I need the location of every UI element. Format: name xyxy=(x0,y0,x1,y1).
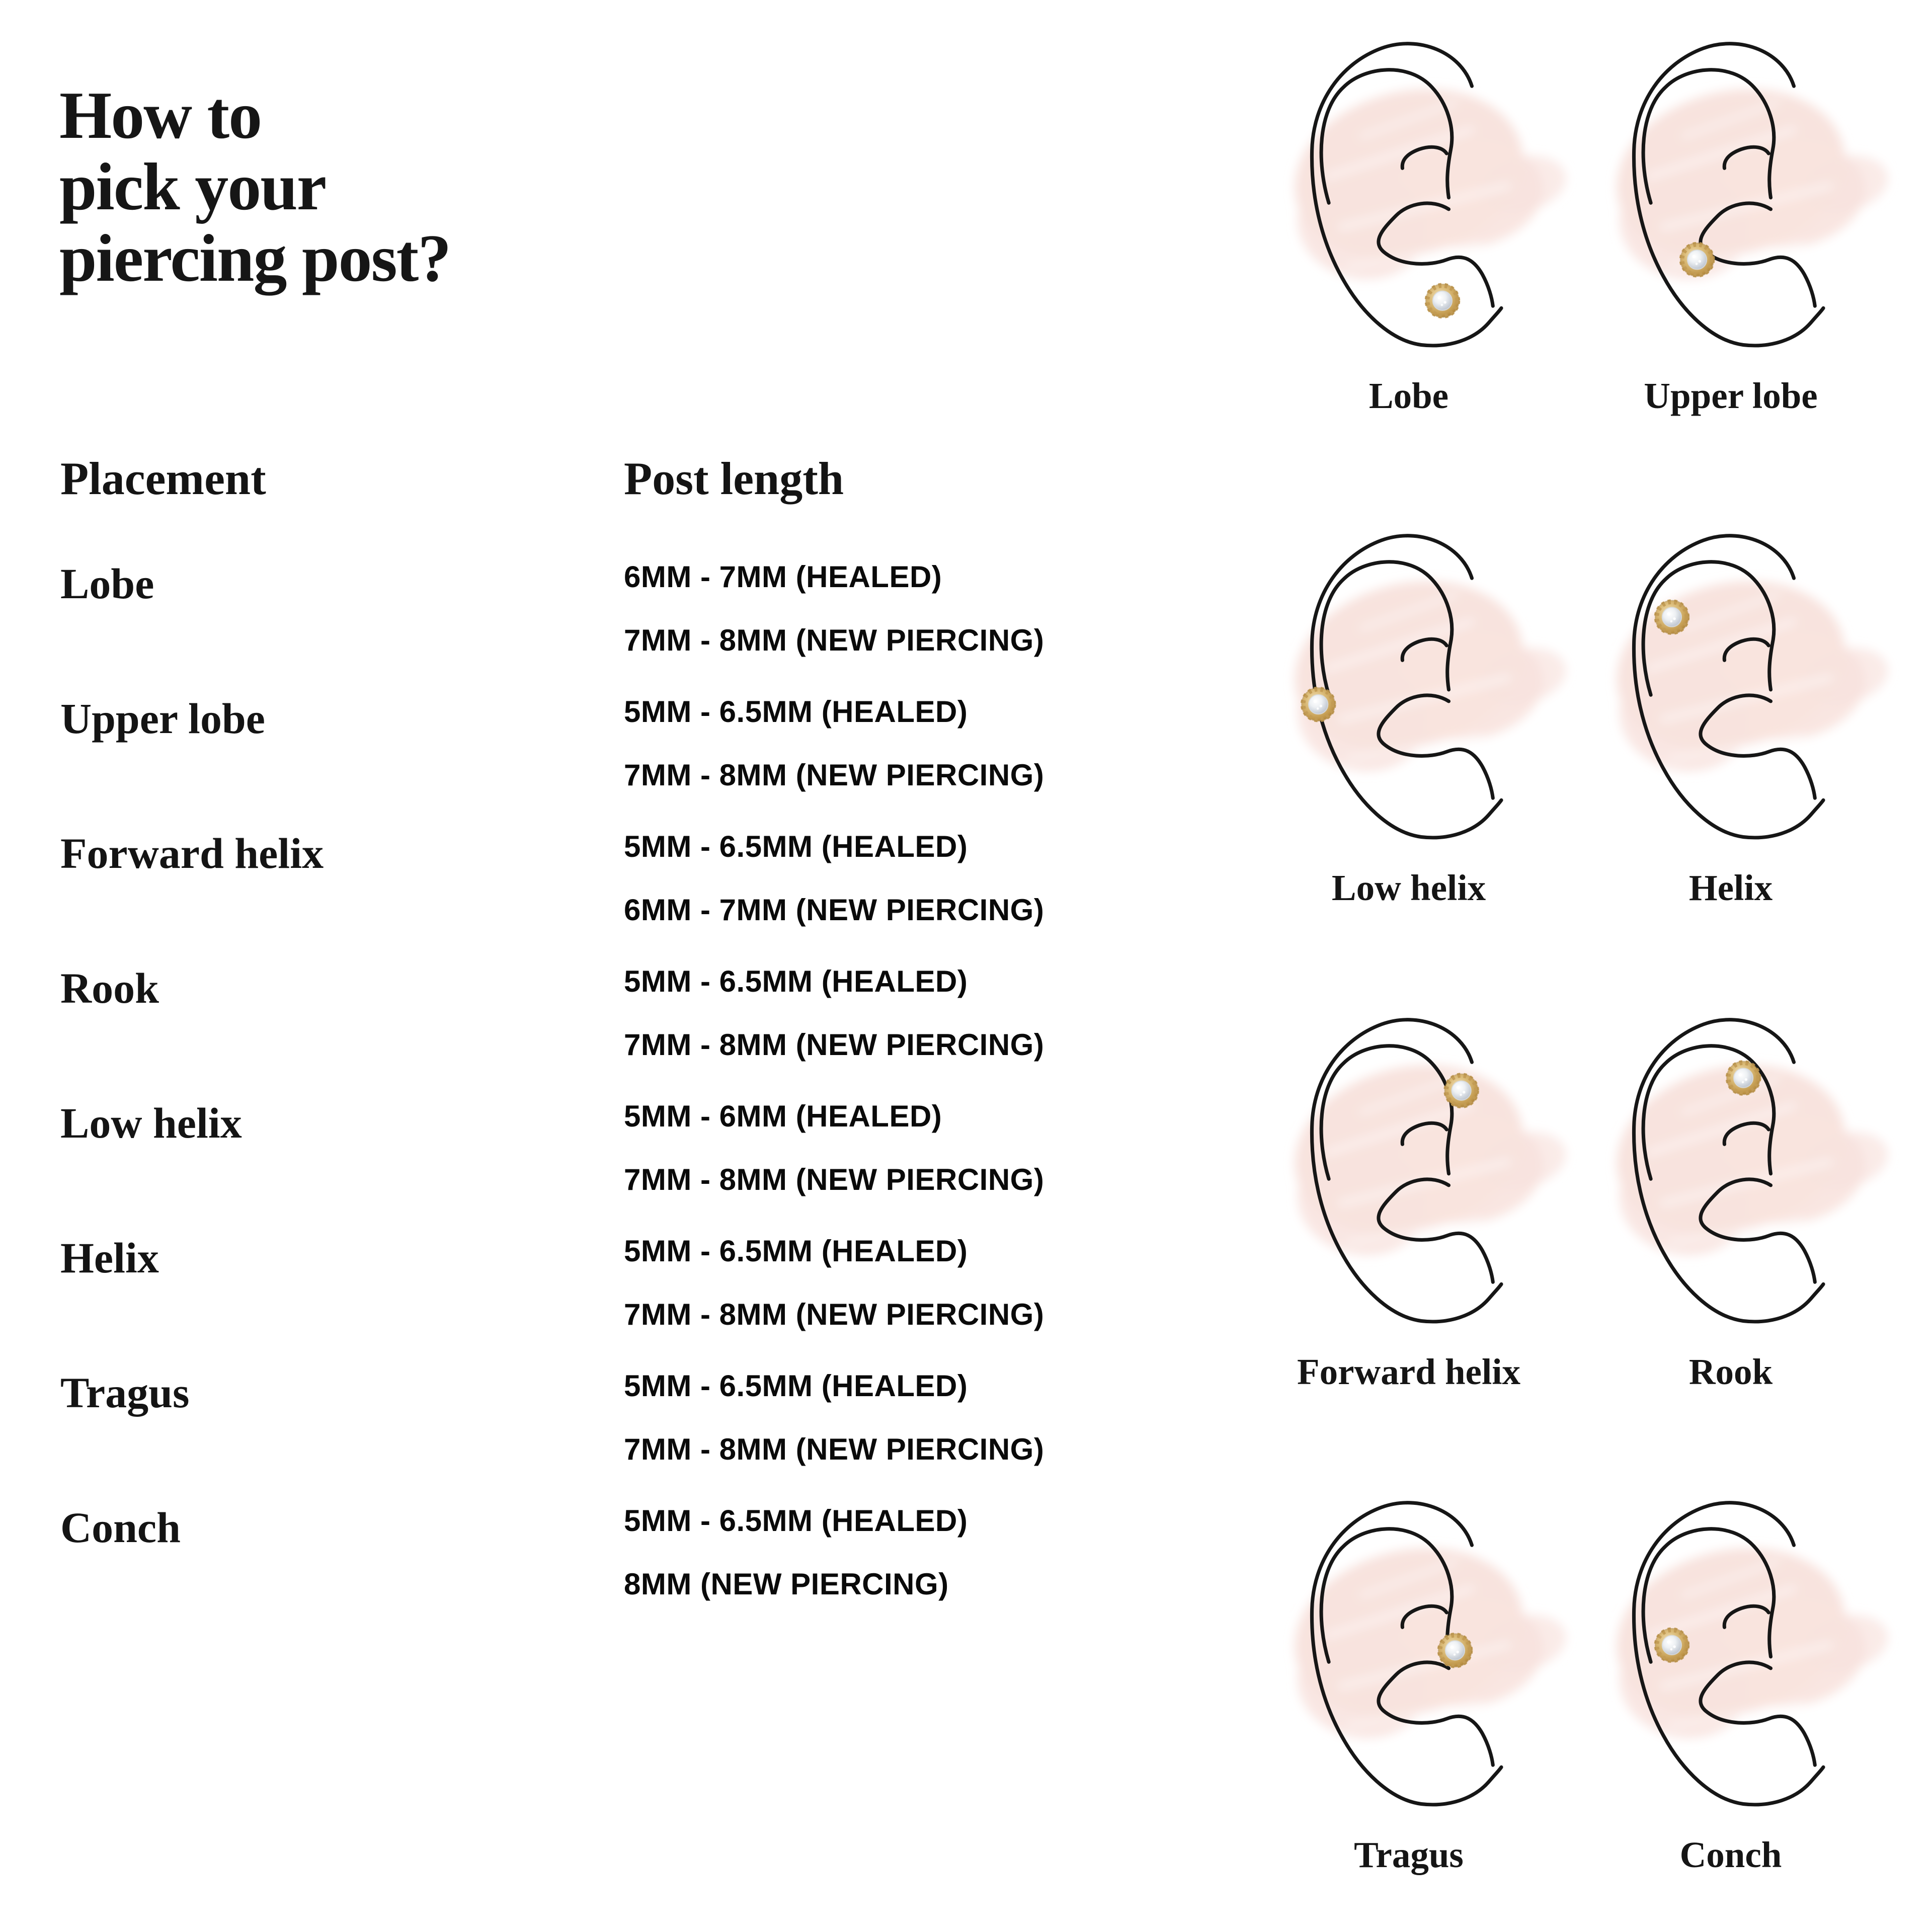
watercolor-blob xyxy=(1276,1525,1571,1748)
page-title-line-1: How to xyxy=(59,78,262,152)
post-length-healed: 5MM - 6MM (HEALED) xyxy=(624,1099,942,1133)
post-length-new: 7MM - 8MM (NEW PIERCING) xyxy=(624,1163,1044,1196)
post-table-rows xyxy=(60,542,1197,1621)
ear-diagram-grid xyxy=(1248,26,1892,1928)
post-length-new: 7MM - 8MM (NEW PIERCING) xyxy=(624,1298,1044,1331)
post-length-new: 8MM (NEW PIERCING) xyxy=(624,1567,949,1601)
ear-label: Helix xyxy=(1688,867,1773,908)
stud-earring-icon xyxy=(1655,601,1688,634)
ear-diagram xyxy=(1248,1002,1570,1485)
table-row xyxy=(60,812,1197,947)
column-header-placement: Placement xyxy=(60,453,266,504)
ear-label: Forward helix xyxy=(1297,1351,1521,1392)
post-length-new: 7MM - 8MM (NEW PIERCING) xyxy=(624,623,1044,657)
post-length-healed: 5MM - 6.5MM (HEALED) xyxy=(624,1369,968,1403)
watercolor-blob xyxy=(1598,558,1893,781)
table-row xyxy=(60,542,1197,677)
ear-label: Tragus xyxy=(1354,1834,1464,1875)
ear-illustration xyxy=(1258,1002,1560,1349)
ear-label: Low helix xyxy=(1331,867,1486,908)
post-length-new: 7MM - 8MM (NEW PIERCING) xyxy=(624,1432,1044,1466)
post-length-new: 6MM - 7MM (NEW PIERCING) xyxy=(624,893,1044,927)
placement-label: Rook xyxy=(60,964,159,1012)
stud-earring-icon xyxy=(1655,1629,1688,1662)
stud-earring-icon xyxy=(1445,1074,1478,1107)
ear-diagram xyxy=(1248,26,1570,518)
ear-label: Conch xyxy=(1679,1834,1782,1875)
ear-diagram xyxy=(1570,1002,1892,1485)
post-length-new: 7MM - 8MM (NEW PIERCING) xyxy=(624,758,1044,792)
post-length-new: 7MM - 8MM (NEW PIERCING) xyxy=(624,1028,1044,1062)
page-title-line-3: piercing post? xyxy=(59,221,451,296)
page-title xyxy=(59,79,450,294)
page-title-line-2: pick your xyxy=(59,149,326,224)
post-length-healed: 6MM - 7MM (HEALED) xyxy=(624,560,942,594)
post-length-healed: 5MM - 6.5MM (HEALED) xyxy=(624,1504,968,1538)
table-row xyxy=(60,1082,1197,1217)
ear-illustration xyxy=(1580,26,1882,373)
post-length-healed: 5MM - 6.5MM (HEALED) xyxy=(624,1234,968,1268)
ear-illustration xyxy=(1580,1002,1882,1349)
ear-illustration xyxy=(1580,1485,1882,1832)
ear-diagram xyxy=(1570,1485,1892,1928)
stud-earring-icon xyxy=(1302,688,1335,721)
watercolor-blob xyxy=(1598,1525,1893,1748)
stud-earring-icon xyxy=(1426,284,1459,317)
post-length-healed: 5MM - 6.5MM (HEALED) xyxy=(624,964,968,998)
table-row xyxy=(60,1217,1197,1351)
ear-label: Upper lobe xyxy=(1644,375,1818,416)
placement-label: Upper lobe xyxy=(60,694,265,743)
ear-diagram xyxy=(1570,518,1892,1002)
ear-diagram xyxy=(1570,26,1892,518)
ear-diagram xyxy=(1248,1485,1570,1928)
placement-label: Forward helix xyxy=(60,829,324,877)
watercolor-blob xyxy=(1276,558,1571,781)
post-length-healed: 5MM - 6.5MM (HEALED) xyxy=(624,695,968,729)
placement-label: Helix xyxy=(60,1234,159,1282)
stud-earring-icon xyxy=(1727,1062,1760,1095)
ear-illustration xyxy=(1258,26,1560,373)
placement-label: Conch xyxy=(60,1503,181,1552)
ear-label: Lobe xyxy=(1369,375,1449,416)
table-row xyxy=(60,1486,1197,1621)
column-header-post-length: Post length xyxy=(624,453,844,504)
ear-illustration xyxy=(1258,518,1560,865)
ear-illustration xyxy=(1258,1485,1560,1832)
stud-earring-icon xyxy=(1438,1634,1472,1667)
ear-illustration xyxy=(1580,518,1882,865)
table-row xyxy=(60,1351,1197,1486)
ear-label: Rook xyxy=(1688,1351,1773,1392)
post-length-healed: 5MM - 6.5MM (HEALED) xyxy=(624,830,968,863)
watercolor-blob xyxy=(1276,1042,1571,1265)
watercolor-blob xyxy=(1598,66,1893,289)
placement-label: Low helix xyxy=(60,1099,242,1147)
placement-label: Lobe xyxy=(60,559,154,608)
watercolor-blob xyxy=(1276,66,1571,289)
ear-diagram xyxy=(1248,518,1570,1002)
table-row xyxy=(60,947,1197,1082)
stud-earring-icon xyxy=(1680,243,1714,276)
placement-label: Tragus xyxy=(60,1369,190,1417)
table-row xyxy=(60,677,1197,812)
